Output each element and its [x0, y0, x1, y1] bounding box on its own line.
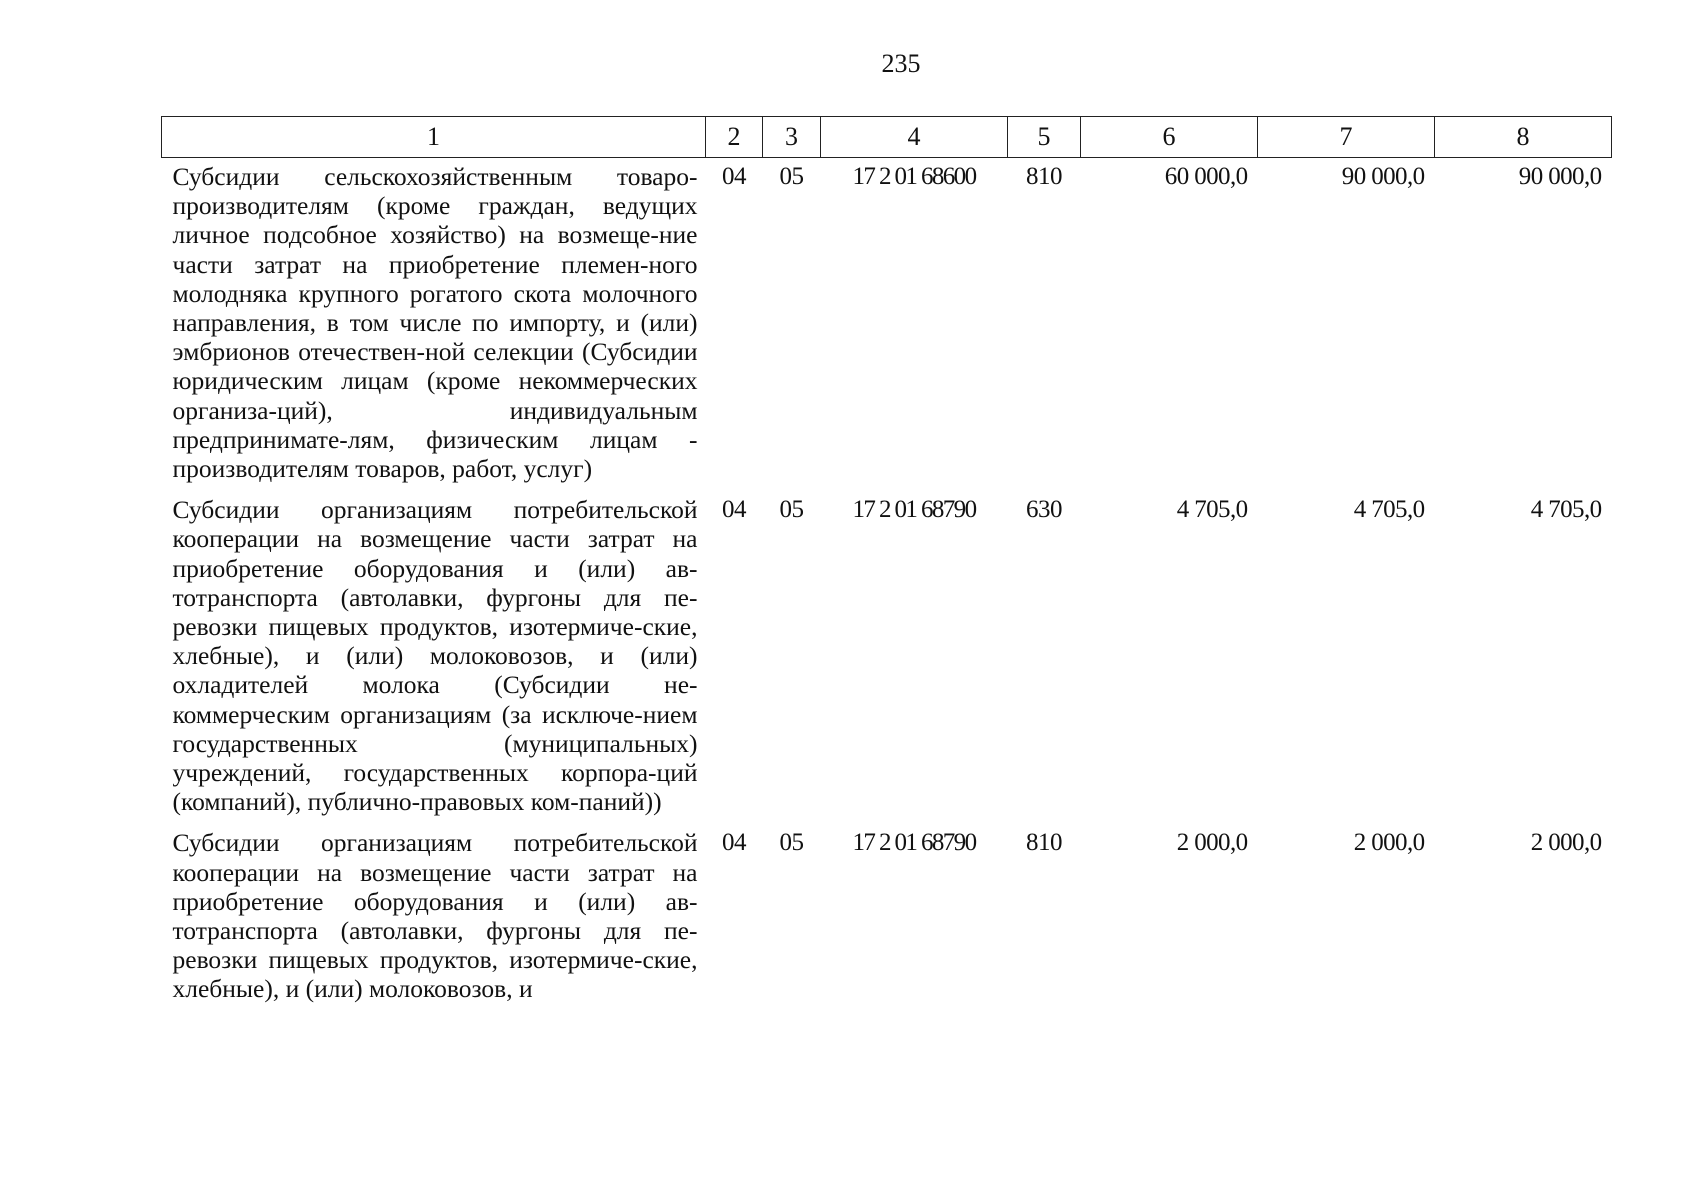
row-amount-3: 4 705,0 [1530, 496, 1602, 524]
row-amount-2: 2 000,0 [1353, 829, 1425, 857]
row-amount-1: 2 000,0 [1176, 829, 1248, 857]
header-cell-2: 2 [706, 117, 763, 158]
header-cell-6: 6 [1081, 117, 1258, 158]
header-cell-4: 4 [821, 117, 1008, 158]
row-amount-3: 90 000,0 [1518, 163, 1602, 190]
row-expense-type: 630 [1026, 496, 1062, 524]
row-description: Субсидии организациям потребительской кооперации на возмещение части затрат на приобретение оборудования и (или) ав-тотранспорта (автолавки, фургоны для пе-ревозки пищевых продуктов, изотермиче-ские, хлебные), и (или) молоковозов, и [172, 828, 698, 1004]
row-amount-1: 60 000,0 [1164, 163, 1248, 190]
header-row [162, 117, 1612, 158]
row-subsection: 05 [779, 496, 804, 524]
row-expense-type: 810 [1026, 163, 1062, 190]
header-cell-7: 7 [1258, 117, 1435, 158]
row-target-article: 17 2 01 68790 [852, 829, 976, 857]
header-cell-1: 1 [162, 117, 706, 158]
table-row [162, 158, 1612, 484]
page-number: 235 [881, 49, 921, 78]
row-target-article: 17 2 01 68600 [852, 163, 976, 190]
row-section: 04 [722, 496, 746, 524]
header-cell-3: 3 [763, 117, 821, 158]
row-target-article: 17 2 01 68790 [852, 496, 976, 524]
table-body [162, 158, 1612, 1004]
row-amount-3: 2 000,0 [1530, 829, 1602, 857]
row-section: 04 [722, 163, 746, 190]
row-description: Субсидии организациям потребительской кооперации на возмещение части затрат на приобретение оборудования и (или) ав-тотранспорта (автолавки, фургоны для пе-ревозки пищевых продуктов, изотермиче-ские, хлебные), и (или) молоковозов, и (или) охладителей молока (Субсидии не-коммерческим организациям (за исключе-нием государственных (муниципальных) учреждений, государственных корпора-ций (компаний), публично-правовых ком-паний)) [172, 495, 698, 817]
budget-table [161, 116, 1612, 1004]
row-amount-2: 90 000,0 [1341, 163, 1425, 190]
row-subsection: 05 [779, 829, 804, 857]
row-subsection: 05 [779, 163, 804, 190]
header-cell-5: 5 [1008, 117, 1081, 158]
table-row [162, 483, 1612, 816]
header-cell-8: 8 [1435, 117, 1612, 158]
row-description: Субсидии сельскохозяйственным товаро-производителям (кроме граждан, ведущих личное подсобное хозяйство) на возмеще-ние части затрат на приобретение племен-ного молодняка крупного рогатого скота молочного направления, в том числе по импорту, и (или) эмбрионов отечествен-ной селекции (Субсидии юридическим лицам (кроме некоммерческих организа-ций), индивидуальным предпринимате-лям, физическим лицам - производителям товаров, работ, услуг) [172, 162, 698, 484]
row-expense-type: 810 [1026, 829, 1062, 857]
table-header [162, 117, 1612, 158]
row-amount-1: 4 705,0 [1176, 496, 1248, 524]
row-amount-2: 4 705,0 [1353, 496, 1425, 524]
row-section: 04 [722, 829, 746, 857]
table-row [162, 816, 1612, 1003]
